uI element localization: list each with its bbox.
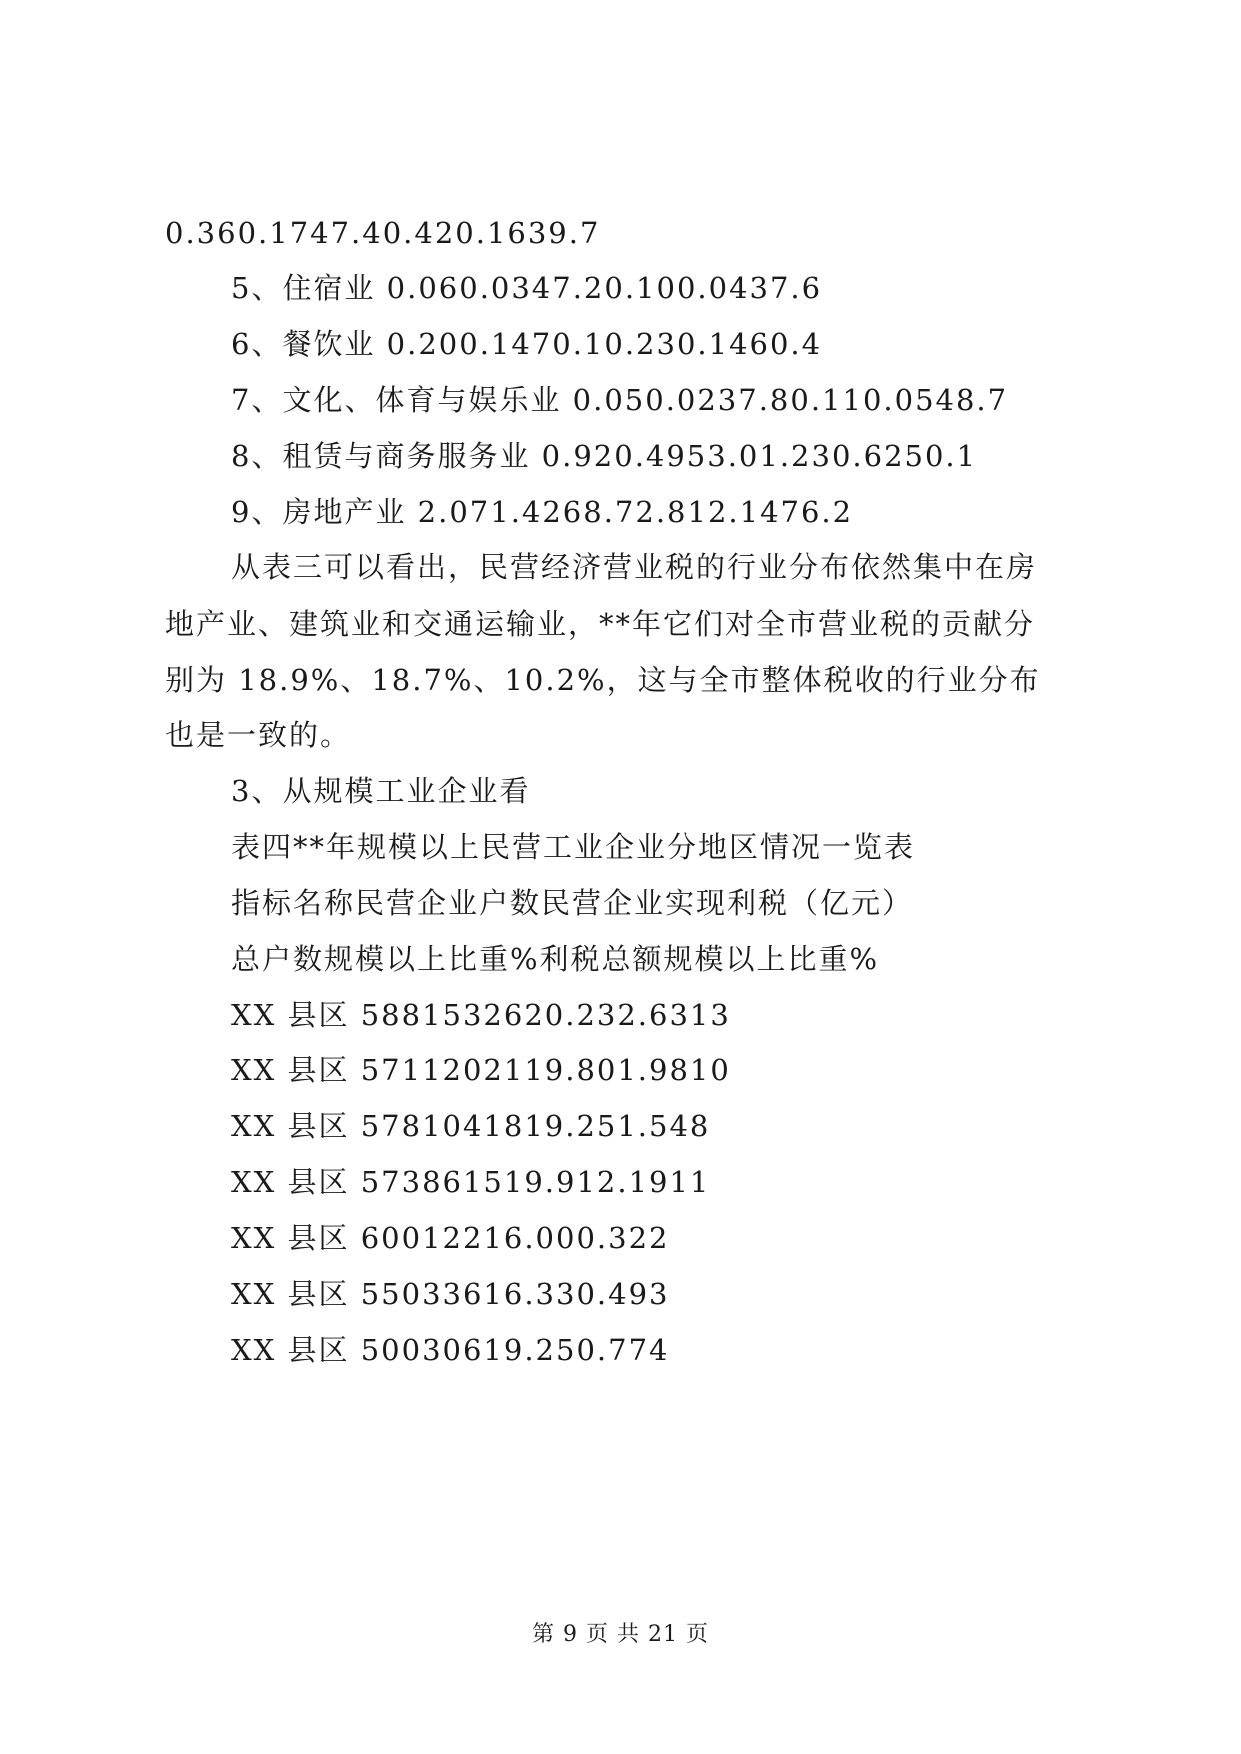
table-row: XX 县区 5711202119.801.9810 <box>231 1053 731 1087</box>
paragraph-line: 也是一致的。 <box>165 718 352 752</box>
paragraph-line: 别为 18.9%、18.7%、10.2%，这与全市整体税收的行业分布 <box>165 663 1041 697</box>
text-line: 0.360.1747.40.420.1639.7 <box>165 216 601 250</box>
text-line: 7、文化、体育与娱乐业 0.050.0237.80.110.0548.7 <box>231 383 1009 417</box>
text-line: 8、租赁与商务服务业 0.920.4953.01.230.6250.1 <box>231 439 978 473</box>
section-heading: 3、从规模工业企业看 <box>231 774 531 808</box>
text-line: 9、房地产业 2.071.4268.72.812.1476.2 <box>231 495 854 529</box>
table-row: XX 县区 573861519.912.1911 <box>231 1165 711 1199</box>
table-row: XX 县区 5781041819.251.548 <box>231 1109 711 1143</box>
text-line: 6、餐饮业 0.200.1470.10.230.1460.4 <box>231 327 823 361</box>
page-footer: 第 9 页 共 21 页 <box>532 1622 709 1647</box>
table-header: 指标名称民营企业户数民营企业实现利税（亿元） <box>231 886 914 920</box>
table-row: XX 县区 5881532620.232.6313 <box>231 998 731 1032</box>
table-row: XX 县区 60012216.000.322 <box>231 1221 670 1255</box>
paragraph-line: 地产业、建筑业和交通运输业，**年它们对全市营业税的贡献分 <box>165 607 1036 641</box>
text-line: 5、住宿业 0.060.0347.20.100.0437.6 <box>231 271 823 305</box>
table-row: XX 县区 50030619.250.774 <box>231 1333 670 1367</box>
table-header: 总户数规模以上比重%利税总额规模以上比重% <box>231 942 880 976</box>
table-row: XX 县区 55033616.330.493 <box>231 1277 670 1311</box>
table-title: 表四**年规模以上民营工业企业分地区情况一览表 <box>231 830 916 864</box>
paragraph-line: 从表三可以看出，民营经济营业税的行业分布依然集中在房 <box>231 550 1038 584</box>
